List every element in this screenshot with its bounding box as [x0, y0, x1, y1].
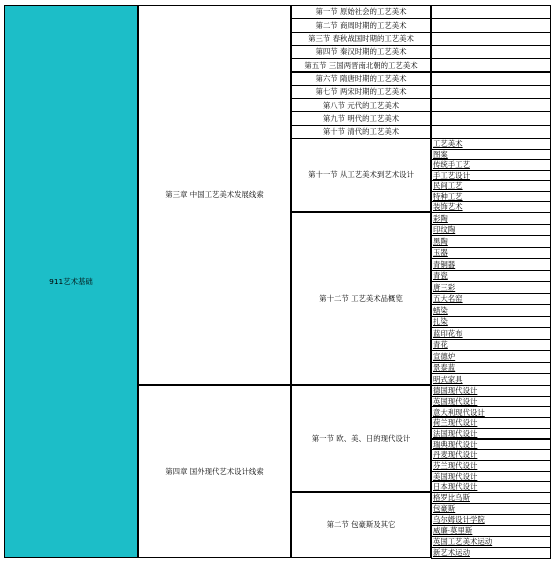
ch4-s1-item-label: 美国现代设计: [433, 471, 478, 481]
ch3-s12-item-label: 蓝印花布: [433, 328, 463, 338]
ch3-s11-item-label: 手工艺设计: [433, 170, 470, 180]
empty-cell: [431, 85, 551, 99]
ch3-section-label: 第七节 两宋时期的工艺美术: [315, 87, 407, 97]
ch3-section-cell: [291, 111, 431, 125]
ch3-s12-item-label: 彩陶: [433, 213, 448, 223]
ch3-section-cell: [291, 58, 431, 72]
ch3-s11-item-label: 特种工艺: [433, 191, 463, 201]
ch4-s1-item-label: 芬兰现代设计: [433, 461, 478, 471]
ch3-s12-label: 第十二节 工艺美术品概览: [319, 293, 403, 303]
ch3-s12-item-label: 明式家具: [433, 374, 463, 384]
ch3-s12-item-label: 玉器: [433, 248, 448, 258]
ch3-s12-item-label: 宣德炉: [433, 351, 456, 361]
ch3-section-cell: [291, 32, 431, 46]
ch3-s11-item-label: 传统手工艺: [433, 160, 470, 170]
ch3-section-label: 第二节 商周时期的工艺美术: [315, 20, 407, 30]
ch3-s12-item-label: 扎染: [433, 317, 448, 327]
ch3-section-cell: [291, 72, 431, 86]
root-cell: [4, 5, 138, 558]
empty-cell: [431, 58, 551, 72]
ch3-section-cell: [291, 5, 431, 19]
chapter-3-cell: [138, 5, 291, 385]
ch4-s1-item-label: 瑞典现代设计: [433, 439, 478, 449]
chapter-4-cell: [138, 385, 291, 558]
ch4-s1-item-label: 意大利现代设计: [433, 407, 485, 417]
ch3-section-label: 第三节 春秋战国时期的工艺美术: [308, 34, 414, 44]
ch3-s12-item-label: 唐三彩: [433, 282, 456, 292]
ch4-s1-item-label: 丹麦现代设计: [433, 450, 478, 460]
ch4-s2-label: 第二节 包豪斯及其它: [326, 520, 396, 530]
empty-cell: [431, 45, 551, 59]
ch3-section-label: 第八节 元代的工艺美术: [322, 100, 400, 110]
ch3-section-cell: [291, 45, 431, 59]
ch3-s12-item-label: 蜡染: [433, 305, 448, 315]
empty-cell: [431, 72, 551, 86]
ch3-section-label: 第五节 三国两晋南北朝的工艺美术: [304, 60, 418, 70]
ch3-s11-cell: [291, 138, 431, 212]
empty-cell: [431, 98, 551, 112]
empty-cell: [431, 32, 551, 46]
ch4-s2-item-cell: [431, 547, 551, 559]
chapter-3-label: 第三章 中国工艺美术发展线索: [165, 190, 264, 200]
ch3-section-cell: [291, 125, 431, 139]
ch3-s11-item-label: 工艺美术: [433, 139, 463, 149]
ch4-s1-item-label: 荷兰现代设计: [433, 418, 478, 428]
ch4-s1-item-label: 德国现代设计: [433, 386, 478, 396]
ch3-s11-item-label: 民间工艺: [433, 181, 463, 191]
ch4-s1-label: 第一节 欧、美、日的现代设计: [311, 433, 411, 443]
root-label: 911艺术基础: [49, 276, 93, 286]
ch3-section-cell: [291, 98, 431, 112]
empty-cell: [431, 111, 551, 125]
ch3-s12-item-label: 青花: [433, 340, 448, 350]
ch3-s12-item-label: 印纹陶: [433, 225, 456, 235]
ch3-section-label: 第九节 明代的工艺美术: [322, 113, 400, 123]
ch4-s1-item-label: 英国现代设计: [433, 396, 478, 406]
ch4-s1-item-label: 日本现代设计: [433, 482, 478, 492]
ch3-s12-item-label: 青瓷: [433, 271, 448, 281]
ch4-s1-item-label: 法国现代设计: [433, 428, 478, 438]
ch3-s12-item-label: 五大名窑: [433, 294, 463, 304]
ch3-s11-item-label: 图案: [433, 149, 448, 159]
empty-cell: [431, 18, 551, 32]
ch3-section-label: 第十节 清代的工艺美术: [322, 127, 400, 137]
empty-cell: [431, 5, 551, 19]
ch3-section-cell: [291, 18, 431, 32]
ch3-section-label: 第一节 原始社会的工艺美术: [315, 7, 407, 17]
ch3-section-label: 第四节 秦汉时期的工艺美术: [315, 47, 407, 57]
ch4-s2-item-label: 格罗比乌斯: [433, 493, 470, 503]
ch4-s2-item-label: 威廉·莫里斯: [433, 526, 473, 536]
ch3-s11-label: 第十一节 从工艺美术到艺术设计: [308, 170, 414, 180]
empty-cell: [431, 125, 551, 139]
ch3-section-label: 第六节 隋唐时期的工艺美术: [315, 73, 407, 83]
ch4-s2-item-label: 新艺术运动: [433, 548, 470, 558]
ch4-s2-item-label: 英国工艺美术运动: [433, 537, 493, 547]
ch3-s11-item-label: 装饰艺术: [433, 202, 463, 212]
ch3-section-cell: [291, 85, 431, 99]
ch4-s2-cell: [291, 492, 431, 558]
ch3-s12-item-label: 青铜器: [433, 259, 456, 269]
ch3-s12-item-label: 黑陶: [433, 236, 448, 246]
chapter-4-label: 第四章 国外现代艺术设计线索: [165, 466, 264, 476]
ch3-s12-item-label: 景泰蓝: [433, 363, 456, 373]
ch4-s2-item-label: 乌尔姆设计学院: [433, 515, 485, 525]
ch4-s2-item-label: 包豪斯: [433, 504, 456, 514]
ch3-s12-cell: [291, 212, 431, 385]
ch4-s1-cell: [291, 385, 431, 492]
